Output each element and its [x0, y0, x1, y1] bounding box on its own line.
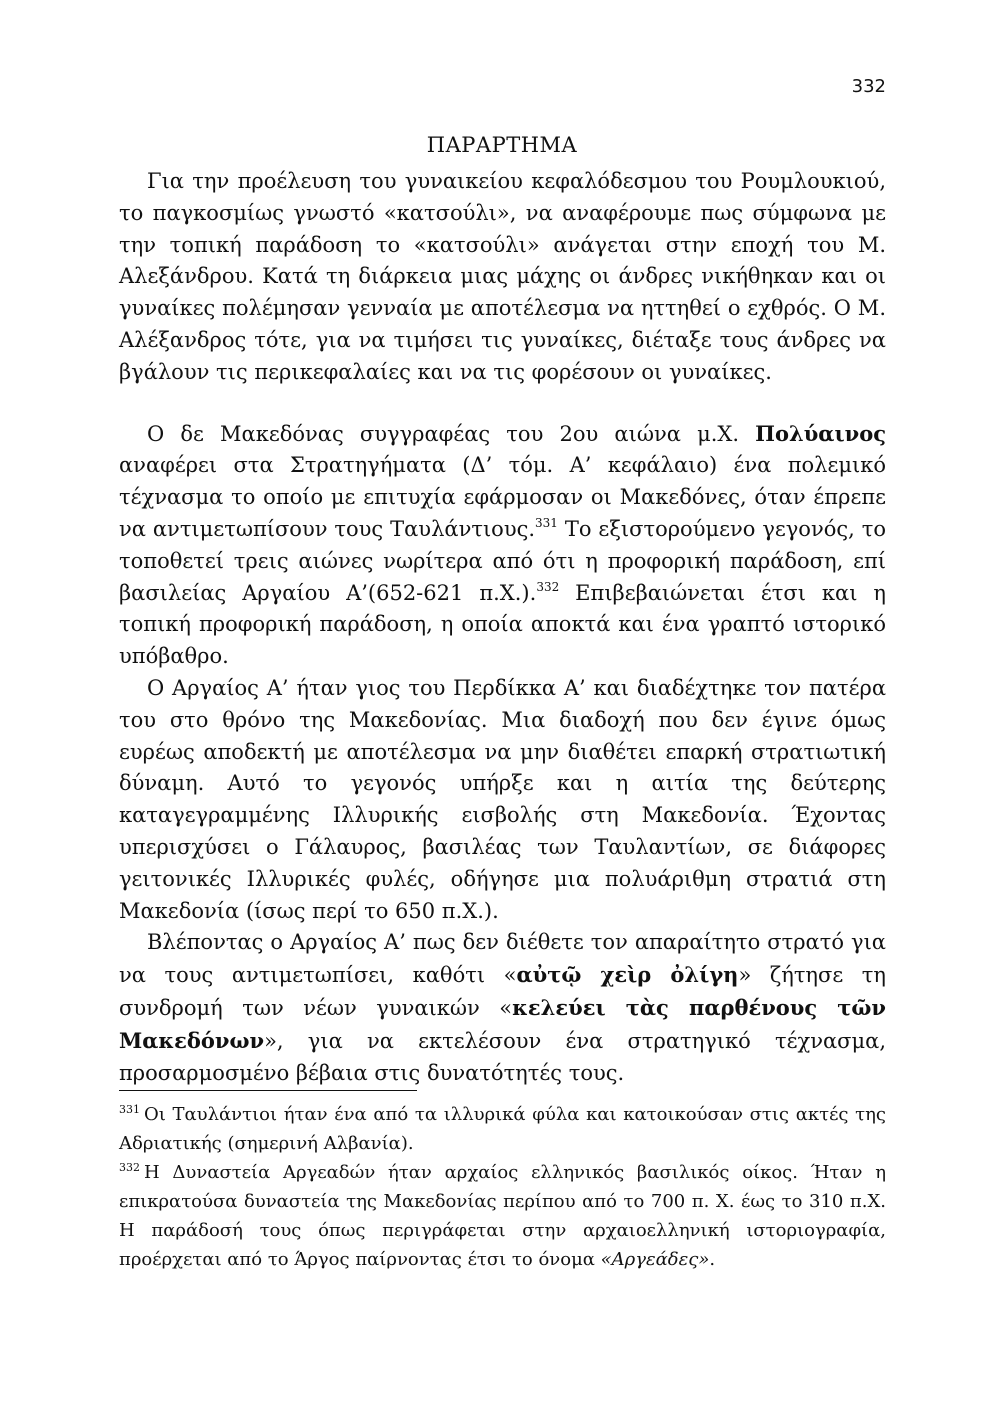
author-name-polyaenus: Πολύαινος [755, 420, 886, 446]
footnote-332-text-a: Η Δυναστεία Αργεαδών ήταν αρχαίος ελληνικός βασιλικός οίκος. Ήταν η επικρατούσα δυναστεία της Μακεδονίας περίπου από το 700 π. Χ. έως το 310 π.Χ. Η παράδοσή τους όπως περιγράφεται στην αρχαιοελληνική ιστοριογραφία, προέρχεται από το Άργος παίρνοντας έτσι το όνομα [119, 1162, 886, 1270]
footnote-332-text-b: . [709, 1249, 716, 1270]
ancient-quote-2: κελεύει τὰς παρθένους τῶν Μακεδόνων [119, 994, 886, 1053]
footnote-ref-332[interactable]: 332 [536, 579, 560, 594]
footnote-331-text: Οι Ταυλάντιοι ήταν ένα από τα ιλλυρικά φύλα και κατοικούσαν στις ακτές της Αδριατικής (σημερινή Αλβανία). [119, 1104, 886, 1154]
paragraph-2-part-b: αναφέρει στα Στρατηγήματα (Δ’ τόμ. Α’ κεφάλαιο) ένα πολεμικό τέχνασμα το οποίο με επιτυχία εφάρμοσαν οι Μακεδόνες, όταν έπρεπε να αντιμετωπίσουν τους Ταυλάντιους. [119, 453, 886, 541]
paragraph-4-part-c: », για να εκτελέσουν ένα στρατηγικό τέχνασμα, προσαρμοσμένο βέβαια στις δυνατότητές τους. [119, 1028, 886, 1085]
footnote-332-mark: 332 [119, 1161, 140, 1174]
paragraph-2-part-c: Το εξιστορούμενο γεγονός, το τοποθετεί τρεις αιώνες νωρίτερα από ότι η προφορική παράδοση, επί βασιλείας Αργαίου Α’(652-621 π.Χ.). [119, 516, 886, 605]
paragraph-4-part-b: » ζήτησε τη συνδρομή των νέων γυναικών « [119, 963, 886, 1020]
paragraph-2-part-d: Επιβεβαιώνεται έτσι και η τοπική προφορική παράδοση, η οποία αποκτά και ένα γραπτό ιστορικό υπόβαθρο. [119, 580, 887, 669]
footnote-332 [119, 1158, 886, 1274]
paragraph-4-part-a: Βλέποντας ο Αργαίος Α’ πως δεν διέθετε τον απαραίτητο στρατό για να τους αντιμετωπίσει, καθότι « [119, 930, 886, 988]
page-number: 332 [851, 76, 886, 97]
footnotes [119, 1100, 886, 1274]
paragraph-1: Για την προέλευση του γυναικείου κεφαλόδεσμου του Ρουμλουκιού, το παγκοσμίως γνωστό «κατσούλι», να αναφέρουμε πως σύμφωνα με την τοπική παράδοση το «κατσούλι» ανάγεται στην εποχή του Μ. Αλεξάνδρου. Κατά τη διάρκεια μιας μάχης οι άνδρες νικήθηκαν και οι γυναίκες πολέμησαν γενναία με αποτέλεσμα να ηττηθεί ο εχθρός. Ο Μ. Αλέξανδρος τότε, για να τιμήσει τις γυναίκες, διέταξε τους άνδρες να βγάλουν τις περικεφαλαίες και να τις φορέσουν οι γυναίκες. [119, 169, 886, 384]
page-title: ΠΑΡΑΡΤΗΜΑ [426, 133, 578, 157]
ancient-quote-1: αὐτῷ χεὶρ ὀλίγη [516, 962, 739, 988]
footnote-332-italic-term: «Αργεάδες» [600, 1249, 710, 1270]
paragraph-2 [119, 418, 886, 673]
footnote-ref-331[interactable]: 331 [535, 515, 558, 530]
paragraph-3: Ο Αργαίος Α’ ήταν γιος του Περδίκκα Α’ και διαδέχτηκε τον πατέρα του στο θρόνο της Μακεδονίας. Μια διαδοχή που δεν έγινε όμως ευρέως αποδεκτή με αποτέλεσμα να μην διαθέτει επαρκή στρατιωτική δύναμη. Αυτό το γεγονός υπήρξε και η αιτία της δεύτερης καταγεγραμμένης Ιλλυρικής εισβολής στη Μακεδονία. Έχοντας υπερισχύσει ο Γάλαυρος, βασιλέας των Ταυλαντίων, σε διάφορες γειτονικές Ιλλυρικές φυλές, οδήγησε μια πολυάριθμη στρατιά στη Μακεδονία (ίσως περί το 650 π.Χ.). [119, 675, 886, 923]
paragraph-2-part-a: Ο δε Μακεδόνας συγγραφέας του 2ου αιώνα μ.Χ. [147, 421, 756, 446]
paragraph-4 [119, 927, 886, 1089]
footnote-divider [119, 1090, 417, 1091]
main-text [119, 166, 886, 1089]
footnote-331 [119, 1100, 886, 1158]
footnote-331-mark: 331 [119, 1103, 140, 1116]
